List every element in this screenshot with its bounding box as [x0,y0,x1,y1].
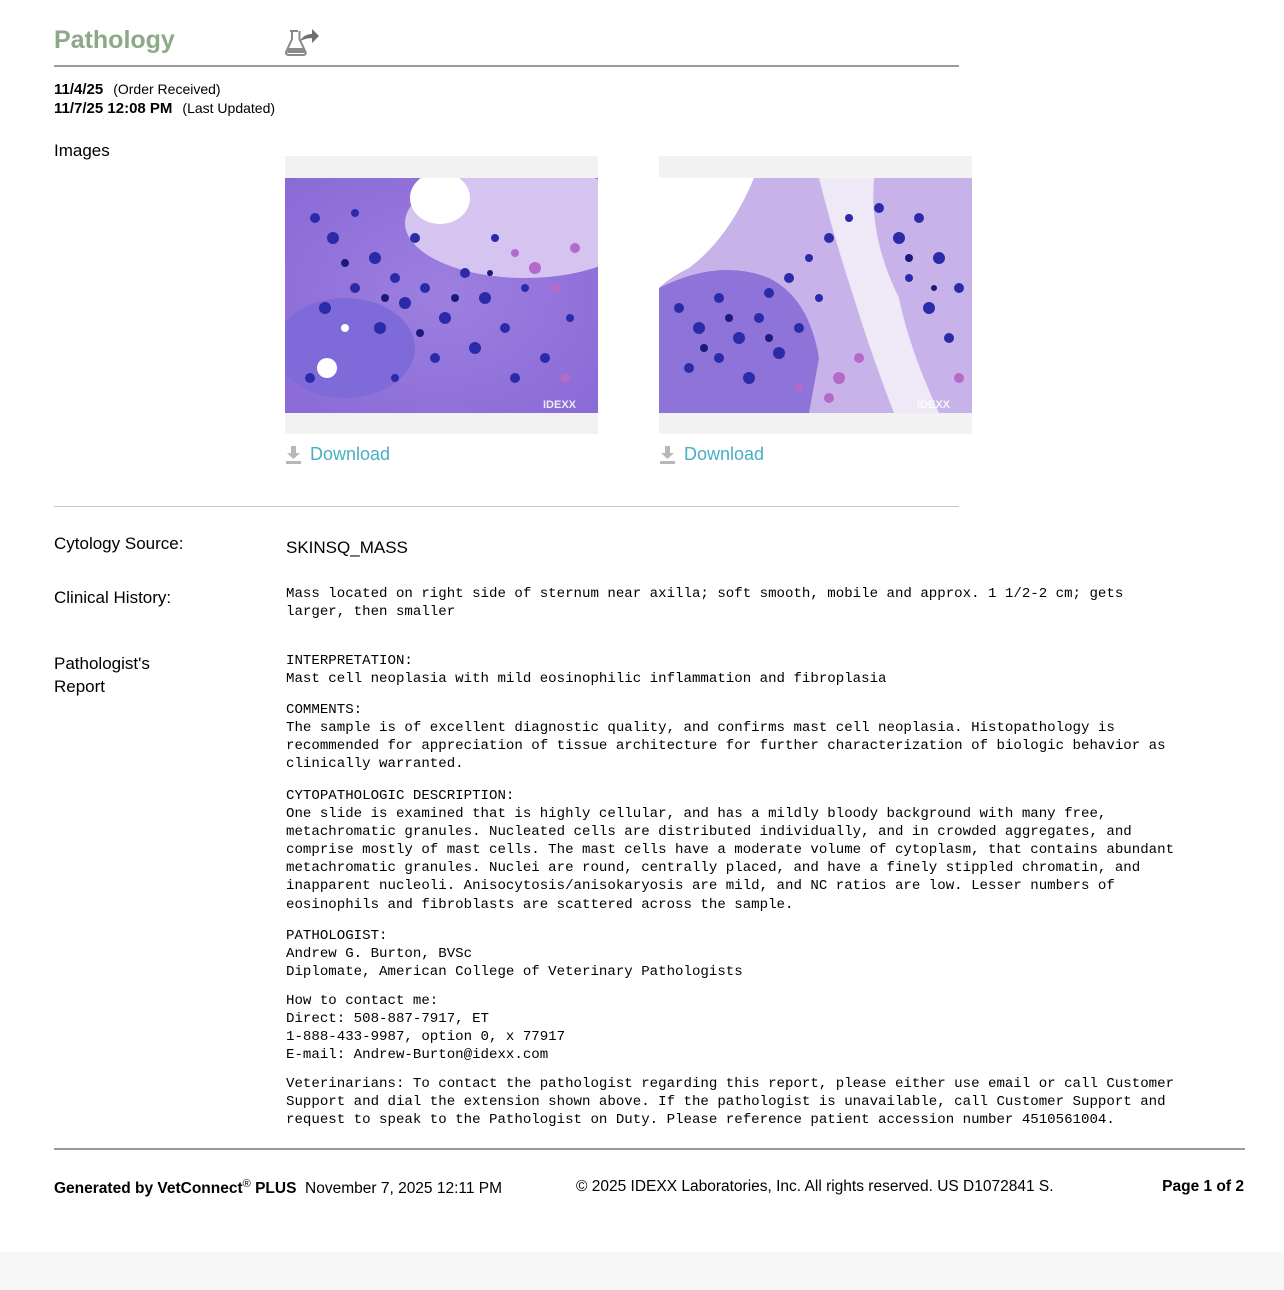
page-title: Pathology [54,26,175,54]
footer-generated [54,1178,502,1198]
report-contact [286,992,565,1064]
footer-divider [54,1148,1245,1150]
header-divider [54,65,959,67]
report-line: Mast cell neoplasia with mild eosinophilic inflammation and fibroplasia [286,671,887,688]
download-icon [285,445,302,465]
report-cytopathologic-description [286,787,1174,914]
report-line: COMMENTS: [286,702,363,718]
report-line: How to contact me: [286,993,439,1009]
clinical-history-line: Mass located on right side of sternum near axilla; soft smooth, mobile and approx. 1 1/2-2 cm; gets [286,586,1124,602]
last-updated-date: 11/7/25 12:08 PM [54,100,173,117]
footer-copyright: © 2025 IDEXX Laboratories, Inc. All rights reserved. US D1072841 S. [576,1178,1054,1195]
image-watermark-2: IDEXX [917,399,951,411]
order-received-line [54,81,221,98]
pathologist-report-label-line: Pathologist's [54,654,150,673]
report-line: metachromatic granules. Nucleated cells are distributed individually, and in crowded aggregates, and [286,824,1132,841]
footer-generated-by: Generated by VetConnect [54,1180,243,1198]
cytology-source-value: SKINSQ_MASS [286,538,408,557]
report-comments [286,701,1166,773]
report-line: clinically warranted. [286,756,464,773]
pathologist-report-label [54,652,150,698]
report-line: Direct: 508-887-7917, ET [286,1011,489,1028]
images-divider [54,506,959,507]
pathologist-report-label-line: Report [54,677,106,696]
report-line: recommended for appreciation of tissue architecture for further characterization of biologic behavior as [286,738,1166,755]
report-line: Support and dial the extension shown above. If the pathologist is unavailable, call Customer Support and [286,1094,1166,1111]
image-watermark-1: IDEXX [543,399,577,411]
report-line: eosinophils and fibroblasts are scattered across the sample. [286,896,794,913]
clinical-history-label: Clinical History: [54,588,172,607]
footer-page-number [1162,1178,1244,1196]
registered-mark: ® [242,1178,251,1190]
images-label: Images [54,141,110,160]
flask-share-icon[interactable] [284,26,320,58]
report-line: inapparent nucleoli. Anisocytosis/anisokaryosis are mild, and NC ratios are low. Lesser numbers of [286,878,1115,895]
report-line: CYTOPATHOLOGIC DESCRIPTION: [286,788,515,804]
download-label-2: Download [684,444,765,464]
cytology-image-1[interactable] [285,156,598,434]
cytology-source-label: Cytology Source: [54,534,184,553]
clinical-history-text [286,585,1123,621]
report-line: request to speak to the Pathologist on Duty. Please reference patient accession number 4510561004. [286,1112,1115,1129]
order-received-note: (Order Received) [113,81,221,97]
report-line: The sample is of excellent diagnostic quality, and confirms mast cell neoplasia. Histopathology is [286,720,1115,737]
report-line: INTERPRETATION: [286,653,413,669]
download-link-1[interactable] [285,444,390,465]
report-line: metachromatic granules. Nuclei are round, centrally placed, and have a finely stippled chromatin, and [286,860,1141,877]
report-pathologist [286,927,743,981]
page-bottom-band [0,1252,1284,1290]
report-line: One slide is examined that is highly cellular, and has a mildly bloody background with many free, [286,806,1107,823]
report-interpretation [286,652,887,688]
download-label-1: Download [310,444,391,464]
last-updated-line [54,100,275,117]
download-icon [659,445,676,465]
last-updated-note: (Last Updated) [182,100,276,116]
cytology-image-2[interactable] [659,156,972,434]
clinical-history-line: larger, then smaller [286,604,456,621]
report-line: PATHOLOGIST: [286,928,388,944]
report-line: Veterinarians: To contact the pathologist regarding this report, please either use email or call Customer [286,1076,1175,1092]
report-line: Diplomate, American College of Veterinary Pathologists [286,964,743,981]
report-veterinarians-note [286,1075,1174,1129]
footer-plus: PLUS [255,1180,297,1198]
footer-page-number-text: Page 1 of 2 [1162,1178,1244,1195]
report-line: E-mail: Andrew-Burton@idexx.com [286,1047,549,1064]
footer-timestamp: November 7, 2025 12:11 PM [305,1180,503,1198]
order-received-date: 11/4/25 [54,81,104,98]
report-line: 1-888-433-9987, option 0, x 77917 [286,1029,566,1046]
report-line: comprise mostly of mast cells. The mast cells have a moderate volume of cytoplasm, that contains abundant [286,842,1175,859]
report-line: Andrew G. Burton, BVSc [286,946,473,963]
download-link-2[interactable] [659,444,764,465]
